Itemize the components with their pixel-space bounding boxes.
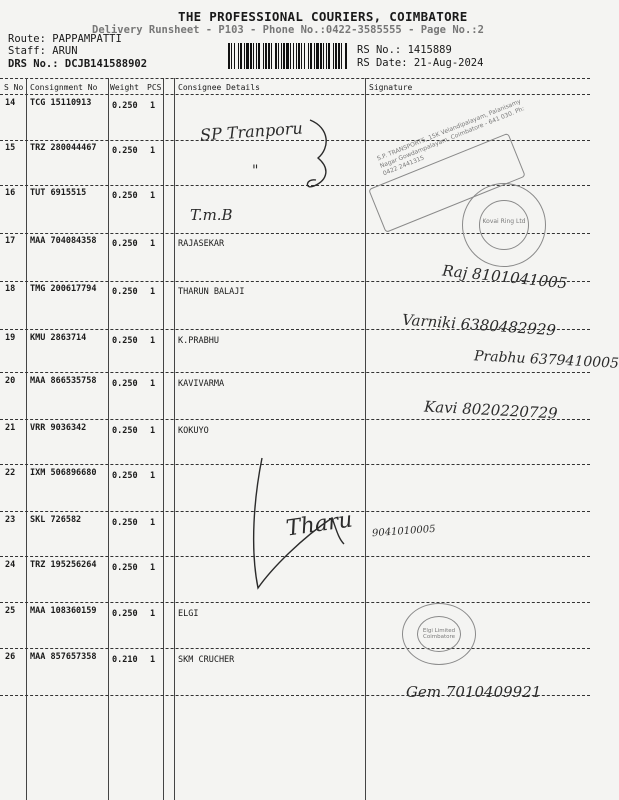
rs-date: RS Date: 21-Aug-2024 <box>357 57 484 69</box>
col-header-consignment: Consignment No <box>30 83 98 92</box>
barcode-bar <box>281 43 282 69</box>
kovai-seal-text: Kovai Ring Ltd <box>482 218 526 225</box>
barcode-bar <box>301 43 302 69</box>
runsheet-subtitle: Delivery Runsheet - P103 - Phone No.:0422-3585555 - Page No.:2 <box>92 24 484 36</box>
barcode-bar <box>278 43 279 69</box>
cell-consignment: TUT 6915515 <box>30 188 87 198</box>
rs-number: RS No.: 1415889 <box>357 44 452 56</box>
cell-sno: 14 <box>5 98 16 108</box>
barcode-bar <box>326 43 327 69</box>
cell-weight: 0.210 <box>112 655 138 665</box>
cell-pcs: 1 <box>150 655 156 665</box>
cell-pcs: 1 <box>150 101 156 111</box>
cell-weight: 0.250 <box>112 336 138 346</box>
cell-consignee: RAJASEKAR <box>178 239 225 249</box>
cell-weight: 0.250 <box>112 101 138 111</box>
cell-sno: 25 <box>5 606 16 616</box>
cell-consignee: THARUN BALAJI <box>178 287 245 297</box>
cell-pcs: 1 <box>150 518 156 528</box>
barcode-bar <box>268 43 270 69</box>
barcode-bar <box>320 43 322 69</box>
cell-consignment: TMG 200617794 <box>30 284 97 294</box>
barcode-bar <box>316 43 319 69</box>
cell-consignment: TCG 15110913 <box>30 98 92 108</box>
column-divider <box>163 78 164 800</box>
table-top-rule <box>0 78 590 79</box>
col-header-consignee: Consignee Details <box>178 83 260 92</box>
barcode-bar <box>286 43 289 69</box>
cell-consignee: SKM CRUCHER <box>178 655 235 665</box>
barcode-bar <box>314 43 315 69</box>
barcode-bar <box>323 43 324 69</box>
barcode-bar <box>308 43 309 69</box>
cell-sno: 26 <box>5 652 16 662</box>
cell-sno: 18 <box>5 284 16 294</box>
signature-row-26: Gem 7010409921 <box>406 683 542 701</box>
barcode-bar <box>231 43 232 69</box>
barcode-bar <box>256 43 257 69</box>
cell-pcs: 1 <box>150 426 156 436</box>
cell-weight: 0.250 <box>112 471 138 481</box>
cell-consignee: KAVIVARMA <box>178 379 225 389</box>
barcode-bar <box>250 43 252 69</box>
barcode-bar <box>310 43 312 69</box>
row-divider <box>0 372 590 373</box>
signature-row-18: Varniki 6380482929 <box>401 310 557 340</box>
barcode-bar <box>283 43 285 69</box>
cell-consignee: ELGI <box>178 609 199 619</box>
signature-row-16: T.m.B <box>190 206 233 224</box>
cell-consignment: TRZ 195256264 <box>30 560 97 570</box>
barcode-bar <box>240 43 242 69</box>
barcode-bar <box>341 43 342 69</box>
column-divider <box>108 78 109 800</box>
sp-transports-stamp-text: S.P. TRANSPORTS, 15K Velandipalayam, Palanisamy Nagar Gowdampalayam, Coimbatore - 641 030. Ph: 0422 2441315 <box>376 98 526 178</box>
staff-label: Staff: ARUN <box>8 45 78 57</box>
header-bottom-rule <box>0 94 590 95</box>
cell-consignment: VRR 9036342 <box>30 423 87 433</box>
cell-sno: 20 <box>5 376 16 386</box>
route-label: Route: PAPPAMPATTI <box>8 33 122 45</box>
cell-weight: 0.250 <box>112 426 138 436</box>
elgi-seal-text: Elgi Limited Coimbatore <box>422 628 456 640</box>
col-header-weight: Weight <box>110 83 139 92</box>
cell-sno: 22 <box>5 468 16 478</box>
column-divider <box>174 78 175 800</box>
cell-sno: 19 <box>5 333 16 343</box>
col-header-sno: S No <box>4 83 24 92</box>
cell-consignment: TRZ 280044467 <box>30 143 97 153</box>
barcode-bar <box>275 43 277 69</box>
cell-weight: 0.250 <box>112 287 138 297</box>
cell-weight: 0.250 <box>112 239 138 249</box>
cell-consignment: IXM 506896680 <box>30 468 97 478</box>
cell-consignment: SKL 726582 <box>30 515 82 525</box>
signature-row-14: SP Tranporu <box>199 118 304 145</box>
barcode-bar <box>328 43 330 69</box>
barcode-bar <box>293 43 294 69</box>
cell-pcs: 1 <box>150 379 156 389</box>
column-divider <box>26 78 27 800</box>
barcode-bar <box>238 43 239 69</box>
signature-row-20: Kavi 8020220729 <box>423 397 559 423</box>
cell-weight: 0.250 <box>112 146 138 156</box>
cell-weight: 0.250 <box>112 609 138 619</box>
cell-pcs: 1 <box>150 191 156 201</box>
row-divider <box>0 602 590 603</box>
cell-pcs: 1 <box>150 146 156 156</box>
cell-pcs: 1 <box>150 287 156 297</box>
barcode-bar <box>338 43 340 69</box>
cell-consignment: MAA 704084358 <box>30 236 97 246</box>
cell-sno: 23 <box>5 515 16 525</box>
cell-consignment: MAA 108360159 <box>30 606 97 616</box>
barcode-bar <box>345 43 347 69</box>
barcode-bar <box>244 43 245 69</box>
signature-row-17: Raj 8101041005 <box>441 261 569 293</box>
col-header-pcs: PCS <box>147 83 162 92</box>
barcode-bar <box>258 43 260 69</box>
col-header-signature: Signature <box>369 83 413 92</box>
cell-pcs: 1 <box>150 563 156 573</box>
row-divider <box>0 648 590 649</box>
barcode-bar <box>304 43 305 69</box>
barcode-bar <box>246 43 249 69</box>
cell-sno: 24 <box>5 560 16 570</box>
barcode-bar <box>333 43 334 69</box>
barcode <box>228 43 348 69</box>
signature-row-19: Prabhu 6379410005 <box>473 348 619 372</box>
signature-row-23-phone: 9041010005 <box>371 523 436 540</box>
cell-sno: 21 <box>5 423 16 433</box>
barcode-bar <box>234 43 235 69</box>
cell-weight: 0.250 <box>112 518 138 528</box>
signature-row-15: " <box>252 163 259 179</box>
elgi-seal <box>402 603 476 665</box>
cell-weight: 0.250 <box>112 191 138 201</box>
cell-consignment: KMU 2863714 <box>30 333 87 343</box>
barcode-bar <box>263 43 264 69</box>
barcode-bar <box>265 43 267 69</box>
cell-consignment: MAA 866535758 <box>30 376 97 386</box>
company-title: THE PROFESSIONAL COURIERS, COIMBATORE <box>178 9 468 24</box>
cell-consignment: MAA 857657358 <box>30 652 97 662</box>
barcode-bar <box>335 43 337 69</box>
barcode-bar <box>298 43 300 69</box>
signature-flourish <box>300 118 340 198</box>
cell-sno: 15 <box>5 143 16 153</box>
cell-weight: 0.250 <box>112 563 138 573</box>
barcode-bar <box>290 43 291 69</box>
signature-row-23: Tharu <box>284 507 355 542</box>
barcode-bar <box>296 43 297 69</box>
cell-consignee: K.PRABHU <box>178 336 219 346</box>
drs-number: DRS No.: DCJB141588902 <box>8 58 148 70</box>
cell-pcs: 1 <box>150 239 156 249</box>
barcode-bar <box>228 43 230 69</box>
barcode-bar <box>253 43 254 69</box>
cell-weight: 0.250 <box>112 379 138 389</box>
barcode-bar <box>271 43 272 69</box>
cell-sno: 16 <box>5 188 16 198</box>
cell-sno: 17 <box>5 236 16 246</box>
cell-pcs: 1 <box>150 471 156 481</box>
kovai-seal <box>462 183 546 267</box>
cell-pcs: 1 <box>150 336 156 346</box>
cell-consignee: KOKUYO <box>178 426 209 436</box>
cell-pcs: 1 <box>150 609 156 619</box>
